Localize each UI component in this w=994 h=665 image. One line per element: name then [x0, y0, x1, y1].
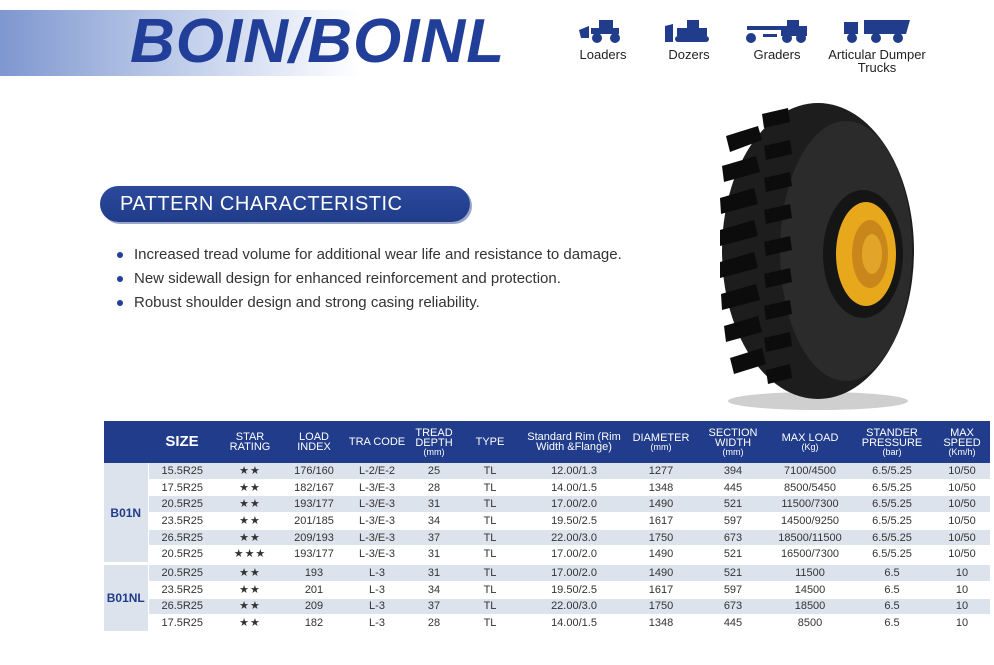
cell-star: ★★★	[216, 546, 284, 563]
cell-size: 26.5R25	[148, 529, 216, 546]
table-row	[104, 581, 990, 598]
header-diameter-label: DIAMETER	[632, 431, 690, 444]
cell-load: 182	[284, 615, 344, 632]
cell-star: ★★	[216, 615, 284, 632]
cell-speed: 10	[934, 581, 990, 598]
header-tread-unit: (mm)	[423, 446, 445, 457]
cell-tra: L-3/E-3	[344, 546, 410, 563]
feature-item: New sidewall design for enhanced reinforcement and protection.	[115, 267, 622, 291]
cell-size: 20.5R25	[148, 546, 216, 563]
cell-rim: 22.00/3.0	[522, 529, 626, 546]
cell-diameter: 1490	[626, 565, 696, 581]
cell-load: 193	[284, 565, 344, 581]
cell-size: 20.5R25	[148, 565, 216, 581]
cell-tread: 37	[410, 598, 458, 615]
cell-section: 394	[696, 463, 770, 479]
header-diameter	[626, 421, 696, 463]
cell-star: ★★	[216, 479, 284, 496]
cell-maxload: 14500/9250	[770, 513, 850, 530]
cell-size: 15.5R25	[148, 463, 216, 479]
cell-type: TL	[458, 581, 522, 598]
machine-graders	[732, 16, 822, 74]
cell-tra: L-3	[344, 581, 410, 598]
cell-maxload: 16500/7300	[770, 546, 850, 563]
cell-maxload: 11500/7300	[770, 496, 850, 513]
machine-label: Graders	[753, 47, 801, 62]
cell-diameter: 1348	[626, 479, 696, 496]
header-pressure-unit: (bar)	[882, 446, 902, 457]
cell-tread: 34	[410, 581, 458, 598]
cell-star: ★★	[216, 463, 284, 479]
cell-tread: 28	[410, 615, 458, 632]
cell-diameter: 1490	[626, 496, 696, 513]
cell-type: TL	[458, 615, 522, 632]
header-speed	[934, 421, 990, 463]
pattern-heading-text: PATTERN CHARACTERISTIC	[120, 193, 403, 215]
table-row	[104, 479, 990, 496]
cell-type: TL	[458, 463, 522, 479]
cell-tra: L-2/E-2	[344, 463, 410, 479]
cell-speed: 10/50	[934, 463, 990, 479]
cell-section: 521	[696, 546, 770, 563]
cell-speed: 10/50	[934, 496, 990, 513]
header-maxload-unit: (Kg)	[801, 441, 819, 452]
cell-maxload: 11500	[770, 565, 850, 581]
spec-table	[104, 421, 990, 632]
cell-speed: 10/50	[934, 546, 990, 563]
cell-load: 201	[284, 581, 344, 598]
cell-section: 673	[696, 529, 770, 546]
table-header-row	[104, 421, 990, 463]
cell-tread: 28	[410, 479, 458, 496]
cell-star: ★★	[216, 496, 284, 513]
cell-star: ★★	[216, 598, 284, 615]
cell-rim: 19.50/2.5	[522, 581, 626, 598]
header-tread-label: TREAD DEPTH	[415, 426, 453, 449]
cell-pressure: 6.5/5.25	[850, 513, 934, 530]
group-label: B01N	[104, 463, 148, 563]
machine-label: Dozers	[668, 47, 710, 62]
header-size: SIZE	[148, 421, 216, 463]
cell-pressure: 6.5/5.25	[850, 463, 934, 479]
cell-pressure: 6.5	[850, 581, 934, 598]
header-maxload	[770, 421, 850, 463]
cell-star: ★★	[216, 581, 284, 598]
cell-type: TL	[458, 565, 522, 581]
cell-maxload: 8500	[770, 615, 850, 632]
cell-section: 445	[696, 615, 770, 632]
cell-diameter: 1348	[626, 615, 696, 632]
cell-section: 445	[696, 479, 770, 496]
cell-size: 20.5R25	[148, 496, 216, 513]
cell-pressure: 6.5	[850, 598, 934, 615]
cell-tread: 25	[410, 463, 458, 479]
header-star: STAR RATING	[216, 421, 284, 463]
header-tra: TRA CODE	[344, 421, 410, 463]
cell-tread: 31	[410, 546, 458, 563]
cell-diameter: 1617	[626, 581, 696, 598]
cell-rim: 22.00/3.0	[522, 598, 626, 615]
cell-tra: L-3	[344, 565, 410, 581]
cell-star: ★★	[216, 513, 284, 530]
cell-tread: 37	[410, 529, 458, 546]
table-row	[104, 463, 990, 479]
pattern-heading	[100, 186, 470, 222]
cell-type: TL	[458, 513, 522, 530]
cell-rim: 14.00/1.5	[522, 615, 626, 632]
header-type: TYPE	[458, 421, 522, 463]
cell-section: 521	[696, 565, 770, 581]
cell-section: 597	[696, 513, 770, 530]
cell-load: 176/160	[284, 463, 344, 479]
page-title: BOIN/BOINL	[130, 7, 506, 76]
cell-pressure: 6.5/5.25	[850, 546, 934, 563]
table-row	[104, 496, 990, 513]
cell-pressure: 6.5	[850, 565, 934, 581]
machine-label: Loaders	[579, 47, 627, 62]
cell-pressure: 6.5	[850, 615, 934, 632]
machine-dumper-trucks	[822, 16, 932, 74]
cell-size: 17.5R25	[148, 479, 216, 496]
cell-tra: L-3/E-3	[344, 479, 410, 496]
cell-speed: 10/50	[934, 479, 990, 496]
cell-tread: 34	[410, 513, 458, 530]
cell-speed: 10	[934, 615, 990, 632]
cell-type: TL	[458, 496, 522, 513]
cell-section: 521	[696, 496, 770, 513]
cell-rim: 19.50/2.5	[522, 513, 626, 530]
cell-tra: L-3	[344, 615, 410, 632]
table-row	[104, 615, 990, 632]
cell-diameter: 1490	[626, 546, 696, 563]
cell-tra: L-3	[344, 598, 410, 615]
cell-speed: 10/50	[934, 513, 990, 530]
cell-type: TL	[458, 529, 522, 546]
header-maxload-label: MAX LOAD	[781, 431, 839, 444]
cell-load: 201/185	[284, 513, 344, 530]
cell-rim: 14.00/1.5	[522, 479, 626, 496]
feature-item: Increased tread volume for additional wear life and resistance to damage.	[115, 243, 622, 267]
table-row	[104, 598, 990, 615]
cell-diameter: 1750	[626, 529, 696, 546]
cell-maxload: 14500	[770, 581, 850, 598]
cell-tra: L-3/E-3	[344, 496, 410, 513]
cell-maxload: 8500/5450	[770, 479, 850, 496]
header-section	[696, 421, 770, 463]
cell-load: 209/193	[284, 529, 344, 546]
cell-type: TL	[458, 479, 522, 496]
cell-tra: L-3/E-3	[344, 529, 410, 546]
cell-speed: 10	[934, 565, 990, 581]
spec-table-body	[104, 463, 990, 631]
machine-dozers	[646, 16, 732, 74]
group-label: B01NL	[104, 565, 148, 631]
cell-maxload: 18500	[770, 598, 850, 615]
cell-rim: 17.00/2.0	[522, 546, 626, 563]
header-load: LOAD INDEX	[284, 421, 344, 463]
header-tread	[410, 421, 458, 463]
header-pressure-label: STANDER PRESSURE	[861, 426, 923, 449]
cell-rim: 12.00/1.3	[522, 463, 626, 479]
machine-loaders	[560, 16, 646, 74]
header-speed-label: MAX SPEED	[943, 426, 981, 449]
cell-pressure: 6.5/5.25	[850, 529, 934, 546]
cell-star: ★★	[216, 565, 284, 581]
header-section-unit: (mm)	[722, 446, 744, 457]
cell-size: 26.5R25	[148, 598, 216, 615]
table-row	[104, 513, 990, 530]
header-section-label: SECTION WIDTH	[708, 426, 758, 449]
cell-load: 182/167	[284, 479, 344, 496]
cell-tra: L-3/E-3	[344, 513, 410, 530]
header-pressure	[850, 421, 934, 463]
grader-icon	[741, 16, 813, 44]
cell-load: 209	[284, 598, 344, 615]
table-row	[104, 565, 990, 581]
loader-icon	[577, 16, 629, 44]
header-diameter-unit: (mm)	[650, 441, 672, 452]
feature-list	[115, 243, 622, 315]
dumper-truck-icon	[840, 16, 914, 44]
table-row	[104, 546, 990, 563]
tire-image	[718, 96, 918, 414]
header-rim: Standard Rim (Rim Width &Flange)	[522, 421, 626, 463]
dozer-icon	[663, 16, 715, 44]
cell-rim: 17.00/2.0	[522, 496, 626, 513]
cell-pressure: 6.5/5.25	[850, 479, 934, 496]
cell-tread: 31	[410, 496, 458, 513]
cell-diameter: 1277	[626, 463, 696, 479]
cell-diameter: 1617	[626, 513, 696, 530]
cell-speed: 10	[934, 598, 990, 615]
cell-size: 23.5R25	[148, 513, 216, 530]
cell-section: 673	[696, 598, 770, 615]
cell-star: ★★	[216, 529, 284, 546]
cell-load: 193/177	[284, 496, 344, 513]
cell-speed: 10/50	[934, 529, 990, 546]
cell-type: TL	[458, 598, 522, 615]
cell-diameter: 1750	[626, 598, 696, 615]
cell-maxload: 18500/11500	[770, 529, 850, 546]
cell-tread: 31	[410, 565, 458, 581]
header-group	[104, 421, 148, 463]
machine-label: Articular Dumper Trucks	[828, 47, 926, 75]
header-speed-unit: (Km/h)	[948, 446, 976, 457]
cell-size: 17.5R25	[148, 615, 216, 632]
cell-rim: 17.00/2.0	[522, 565, 626, 581]
cell-pressure: 6.5/5.25	[850, 496, 934, 513]
cell-type: TL	[458, 546, 522, 563]
table-row	[104, 529, 990, 546]
feature-item: Robust shoulder design and strong casing reliability.	[115, 291, 622, 315]
cell-maxload: 7100/4500	[770, 463, 850, 479]
cell-size: 23.5R25	[148, 581, 216, 598]
machine-types	[560, 16, 932, 74]
cell-section: 597	[696, 581, 770, 598]
cell-load: 193/177	[284, 546, 344, 563]
